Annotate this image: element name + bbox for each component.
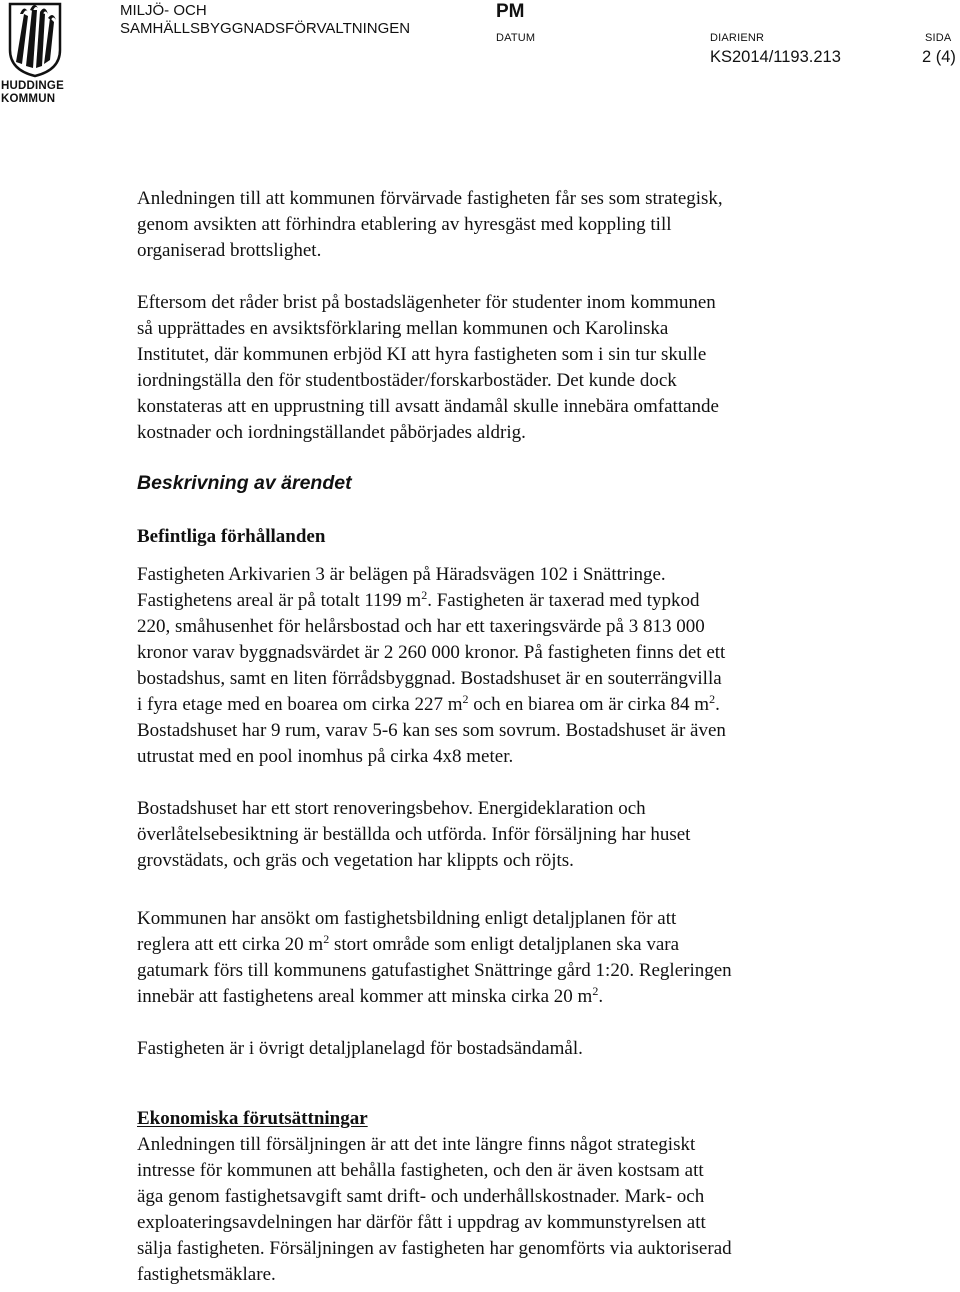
coat-of-arms-icon xyxy=(6,2,64,78)
diarienr-label: DIARIENR xyxy=(710,32,765,44)
text-line: bostadshus, samt en liten förrådsbyggnad. Bostadshuset är en souterrängvilla xyxy=(137,668,722,689)
text-line: sälja fastigheten. Försäljningen av fastigheten har genomförts via auktoriserad xyxy=(137,1238,732,1259)
text-line: fastighetsmäklare. xyxy=(137,1264,276,1285)
text-line: överlåtelsebesiktning är beställda och utförda. Inför försäljning har huset xyxy=(137,824,691,845)
superscript: 2 xyxy=(709,692,716,706)
text-line: Institutet, där kommunen erbjöd KI att hyra fastigheten som i sin tur skulle xyxy=(137,344,707,365)
superscript: 2 xyxy=(323,932,330,946)
text-line: iordningställa den för studentbostäder/forskarbostäder. Det kunde dock xyxy=(137,370,677,391)
text-segment: innebär att fastighetens areal kommer att minska cirka 20 m xyxy=(137,986,593,1007)
paragraph-property-formation xyxy=(137,906,857,1010)
text-line: Anledningen till att kommunen förvärvade fastigheten får ses som strategisk, xyxy=(137,188,723,209)
text-line: kostnader och iordningställandet påbörjades aldrig. xyxy=(137,422,526,443)
document-body xyxy=(137,186,857,1288)
logo-text-line1: HUDDINGE xyxy=(1,80,64,92)
text-segment: reglera att ett cirka 20 m xyxy=(137,934,324,955)
text-line: äga genom fastighetsavgift samt drift- och underhållskostnader. Mark- och xyxy=(137,1186,705,1207)
text-line: grovstädats, och gräs och vegetation har klippts och röjts. xyxy=(137,850,574,871)
logo-text-line2: KOMMUN xyxy=(1,93,56,105)
text-line: Bostadshuset har 9 rum, varav 5-6 kan ses som sovrum. Bostadshuset är även xyxy=(137,720,726,741)
text-line: Anledningen till försäljningen är att det inte längre finns något strategiskt xyxy=(137,1134,696,1155)
text-line: intresse för kommunen att behålla fastigheten, och den är även kostsam att xyxy=(137,1160,704,1181)
text-segment: Fastighetens areal är på totalt 1199 m xyxy=(137,590,422,611)
superscript: 2 xyxy=(421,588,428,602)
text-segment: i fyra etage med en boarea om cirka 227 m xyxy=(137,694,463,715)
department-name xyxy=(120,2,410,38)
text-line: så upprättades en avsiktsförklaring mellan kommunen och Karolinska xyxy=(137,318,669,339)
paragraph-sale-reason xyxy=(137,1132,857,1288)
sida-label: SIDA xyxy=(925,32,952,44)
text-line: organiserad brottslighet. xyxy=(137,240,322,261)
superscript: 2 xyxy=(592,984,599,998)
text-line: exploateringsavdelningen har därför fått i uppdrag av kommunstyrelsen att xyxy=(137,1212,706,1233)
paragraph-renovation xyxy=(137,796,857,874)
text-line: 220, småhusenhet för helårsbostad och har ett taxeringsvärde på 3 813 000 xyxy=(137,616,705,637)
text-segment: . Fastigheten är taxerad med typkod xyxy=(427,590,700,611)
text-line: Fastigheten Arkivarien 3 är belägen på Häradsvägen 102 i Snättringe. xyxy=(137,564,666,585)
page-number: 2 (4) xyxy=(922,48,956,66)
text-segment: stort område som enligt detaljplanen ska vara xyxy=(329,934,680,955)
document-type: PM xyxy=(496,1,525,22)
dept-line2: SAMHÄLLSBYGGNADSFÖRVALTNINGEN xyxy=(120,20,411,37)
text-line: genom avsikten att förhindra etablering av hyresgäst med koppling till xyxy=(137,214,672,235)
paragraph-acquisition-reason xyxy=(137,186,857,264)
text-line: utrustat med en pool inomhus på cirka 4x8 meter. xyxy=(137,746,514,767)
text-line: konstateras att en upprustning till avsatt ändamål skulle innebära omfattande xyxy=(137,396,719,417)
paragraph-zoning: Fastigheten är i övrigt detaljplanelagd för bostadsändamål. xyxy=(137,1038,583,1059)
datum-label: DATUM xyxy=(496,32,536,44)
text-line xyxy=(137,694,720,715)
text-segment: . xyxy=(598,986,604,1007)
text-segment: . xyxy=(715,694,720,715)
text-line xyxy=(137,934,679,955)
text-line xyxy=(137,986,603,1007)
text-segment: och en biarea om är cirka 84 m xyxy=(468,694,710,715)
text-line: Eftersom det råder brist på bostadslägenheter för studenter inom kommunen xyxy=(137,292,716,313)
subheading-economic-conditions: Ekonomiska förutsättningar xyxy=(137,1108,368,1129)
dept-line1: MILJÖ- OCH xyxy=(120,2,207,19)
text-line: gatumark förs till kommunens gatufastighet Snättringe gård 1:20. Regleringen xyxy=(137,960,732,981)
paragraph-student-housing xyxy=(137,290,857,446)
superscript: 2 xyxy=(462,692,469,706)
municipality-logo xyxy=(0,0,70,108)
paragraph-property-description xyxy=(137,562,857,770)
subheading-current-conditions: Befintliga förhållanden xyxy=(137,526,326,547)
text-line: kronor varav byggnadsvärdet är 2 260 000 kronor. På fastigheten finns det ett xyxy=(137,642,726,663)
section-heading: Beskrivning av ärendet xyxy=(137,472,352,494)
text-line xyxy=(137,590,699,611)
diarienr-value: KS2014/1193.213 xyxy=(710,48,841,66)
text-line: Kommunen har ansökt om fastighetsbildning enligt detaljplanen för att xyxy=(137,908,677,929)
text-line: Bostadshuset har ett stort renoveringsbehov. Energideklaration och xyxy=(137,798,646,819)
